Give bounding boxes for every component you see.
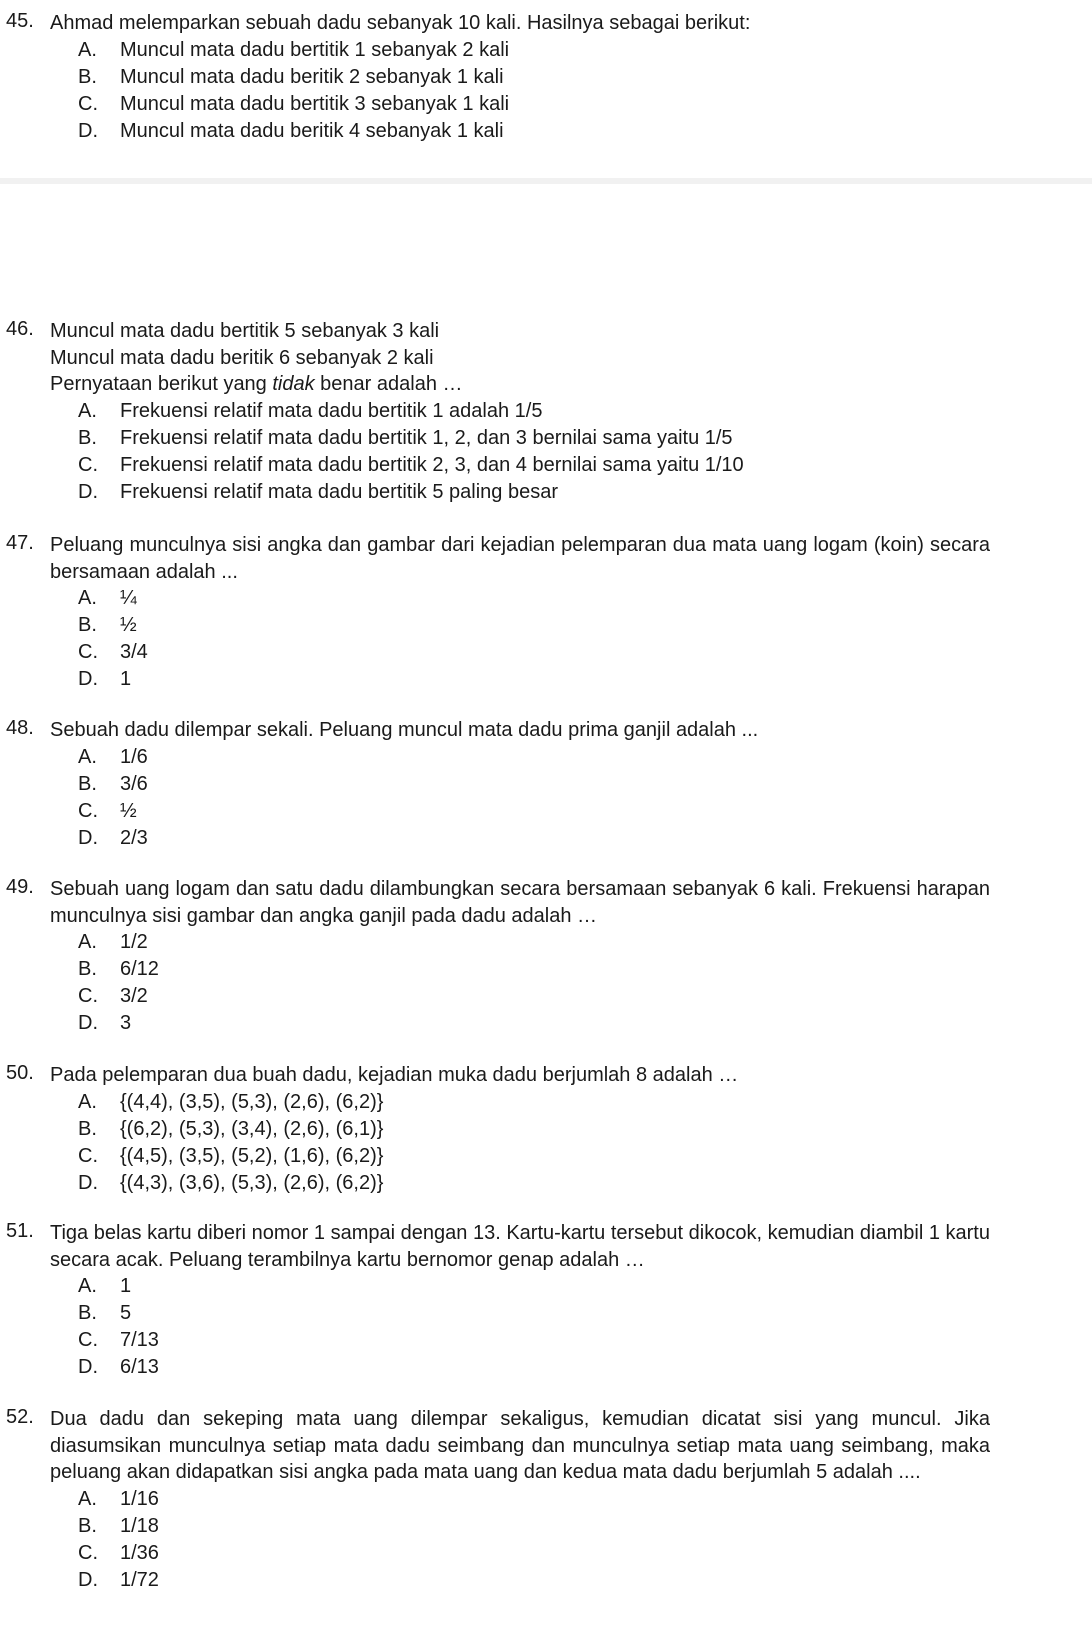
option-text: Muncul mata dadu beritik 4 sebanyak 1 kali [120,119,504,142]
option-c [78,1540,1092,1567]
question-52 [0,1406,1092,1594]
option-text: {(4,5), (3,5), (5,2), (1,6), (6,2)} [120,1144,384,1167]
question-46 [0,318,1092,506]
option-d [78,1567,1092,1594]
option-letter: D. [78,1171,98,1194]
options-list [78,398,1092,506]
option-text: 2/3 [120,826,148,849]
option-letter: D. [78,826,98,849]
option-text: 1/2 [120,931,148,953]
question-text: Pada pelemparan dua buah dadu, kejadian muka dadu berjumlah 8 adalah … [50,1064,739,1086]
question-number: 45. [6,10,34,32]
option-letter: B. [78,614,97,636]
question-text: Sebuah uang logam dan satu dadu dilambungkan secara bersamaan sebanyak 6 kali. Frekuensi harapan munculnya sisi gambar dan angka ganjil pada dadu adalah … [50,878,990,927]
option-b [78,771,1092,798]
option-text: 1 [120,1275,132,1297]
option-text: Frekuensi relatif mata dadu bertitik 1 adalah 1/5 [120,399,543,422]
option-text: 1/6 [120,745,148,768]
question-text: Peluang munculnya sisi angka dan gambar dari kejadian pelemparan dua mata uang logam (koin) secara bersamaan adalah ... [50,534,990,583]
options-list [78,585,1092,693]
option-b [78,64,1092,91]
option-letter: A. [78,931,97,953]
question-45 [0,10,1092,145]
option-c [78,91,1092,118]
question-51 [0,1220,1092,1381]
question-stem [50,371,990,398]
question-49 [0,876,1092,1037]
option-a [78,37,1092,64]
option-text: 3/2 [120,985,148,1007]
option-letter: D. [78,1356,98,1378]
option-letter: A. [78,38,97,61]
option-letter: A. [78,587,97,609]
question-line: Muncul mata dadu beritik 6 sebanyak 2 kali [50,346,434,369]
option-letter: C. [78,1144,98,1167]
option-letter: C. [78,641,98,663]
question-number: 49. [6,876,34,898]
option-a [78,1273,1092,1300]
options-list [78,929,1092,1037]
option-letter: D. [78,1012,98,1034]
option-letter: C. [78,453,98,476]
option-a [78,585,1092,612]
option-text: 1 [120,668,132,690]
option-letter: D. [78,1568,98,1591]
option-d [78,118,1092,145]
option-letter: D. [78,119,98,142]
question-number: 51. [6,1220,34,1242]
option-text: ¼ [120,587,137,609]
option-a [78,1089,1092,1116]
option-text: 3/4 [120,641,148,663]
option-a [78,398,1092,425]
option-b [78,612,1092,639]
question-50 [0,1062,1092,1197]
option-letter: B. [78,1302,97,1324]
option-c [78,798,1092,825]
option-text: 1/16 [120,1487,159,1510]
page-break-divider [0,178,1092,184]
stem-after: benar adalah … [314,373,463,395]
options-list [78,1089,1092,1197]
question-47 [0,532,1092,693]
option-letter: C. [78,985,98,1007]
option-d [78,479,1092,506]
option-letter: A. [78,1090,97,1113]
question-text: Tiga belas kartu diberi nomor 1 sampai dengan 13. Kartu-kartu tersebut dikocok, kemudian diambil 1 kartu secara acak. Peluang terambilnya kartu bernomor genap adalah … [50,1222,990,1271]
option-b [78,1116,1092,1143]
option-text: {(4,4), (3,5), (5,3), (2,6), (6,2)} [120,1090,384,1113]
options-list [78,744,1092,852]
option-letter: B. [78,772,97,795]
question-number: 50. [6,1062,34,1084]
option-text: 6/13 [120,1356,159,1378]
option-text: 1/18 [120,1514,159,1537]
option-letter: B. [78,426,97,449]
options-list [78,1486,1092,1594]
question-line: Muncul mata dadu bertitik 5 sebanyak 3 kali [50,320,440,342]
option-a [78,744,1092,771]
option-text: 1/72 [120,1568,159,1591]
option-text: 7/13 [120,1329,159,1351]
option-d [78,1170,1092,1197]
stem-italic: tidak [272,373,315,395]
option-c [78,639,1092,666]
option-letter: A. [78,745,97,768]
option-a [78,1486,1092,1513]
option-text: 3/6 [120,772,148,795]
stem-before: Pernyataan berikut yang [50,373,273,395]
option-letter: D. [78,480,98,503]
option-letter: C. [78,1329,98,1351]
option-text: Frekuensi relatif mata dadu bertitik 5 paling besar [120,480,559,503]
option-b [78,956,1092,983]
question-number: 48. [6,717,34,739]
options-list [78,1273,1092,1381]
option-d [78,1010,1092,1037]
question-number: 46. [6,318,34,340]
option-text: Muncul mata dadu beritik 2 sebanyak 1 kali [120,65,504,88]
option-letter: B. [78,1514,97,1537]
options-list [78,37,1092,145]
option-text: 5 [120,1302,132,1324]
option-letter: C. [78,799,98,822]
question-text: Dua dadu dan sekeping mata uang dilempar sekaligus, kemudian dicatat sisi yang muncul. Jika diasumsikan munculnya setiap mata dadu seimbang dan munculnya setiap mata uang seimbang, maka peluang akan didapatkan sisi angka pada mata uang dan kedua mata dadu berjumlah 5 adalah .... [50,1408,990,1483]
option-text: 3 [120,1012,132,1034]
option-b [78,1513,1092,1540]
option-d [78,1354,1092,1381]
option-letter: B. [78,958,97,980]
option-b [78,1300,1092,1327]
option-text: {(4,3), (3,6), (5,3), (2,6), (6,2)} [120,1171,384,1194]
option-text: Muncul mata dadu bertitik 3 sebanyak 1 kali [120,92,510,115]
option-letter: A. [78,399,97,422]
option-letter: C. [78,1541,98,1564]
option-c [78,452,1092,479]
question-text: Sebuah dadu dilempar sekali. Peluang muncul mata dadu prima ganjil adalah ... [50,719,759,741]
option-letter: C. [78,92,98,115]
option-b [78,425,1092,452]
option-letter: A. [78,1487,97,1510]
option-text: Frekuensi relatif mata dadu bertitik 1, 2, dan 3 bernilai sama yaitu 1/5 [120,426,733,449]
question-text: Ahmad melemparkan sebuah dadu sebanyak 10 kali. Hasilnya sebagai berikut: [50,12,751,34]
option-letter: D. [78,668,98,690]
option-letter: A. [78,1275,97,1297]
question-number: 52. [6,1406,34,1428]
question-48 [0,717,1092,852]
option-letter: B. [78,65,97,88]
option-text: ½ [120,614,137,636]
option-text: ½ [120,799,137,822]
option-letter: B. [78,1117,97,1140]
option-c [78,983,1092,1010]
option-text: Frekuensi relatif mata dadu bertitik 2, 3, dan 4 bernilai sama yaitu 1/10 [120,453,744,476]
option-text: {(6,2), (5,3), (3,4), (2,6), (6,1)} [120,1117,384,1140]
option-text: 6/12 [120,958,159,980]
question-number: 47. [6,532,34,554]
option-c [78,1327,1092,1354]
option-text: 1/36 [120,1541,159,1564]
option-d [78,666,1092,693]
option-text: Muncul mata dadu bertitik 1 sebanyak 2 kali [120,38,510,61]
option-d [78,825,1092,852]
option-c [78,1143,1092,1170]
option-a [78,929,1092,956]
